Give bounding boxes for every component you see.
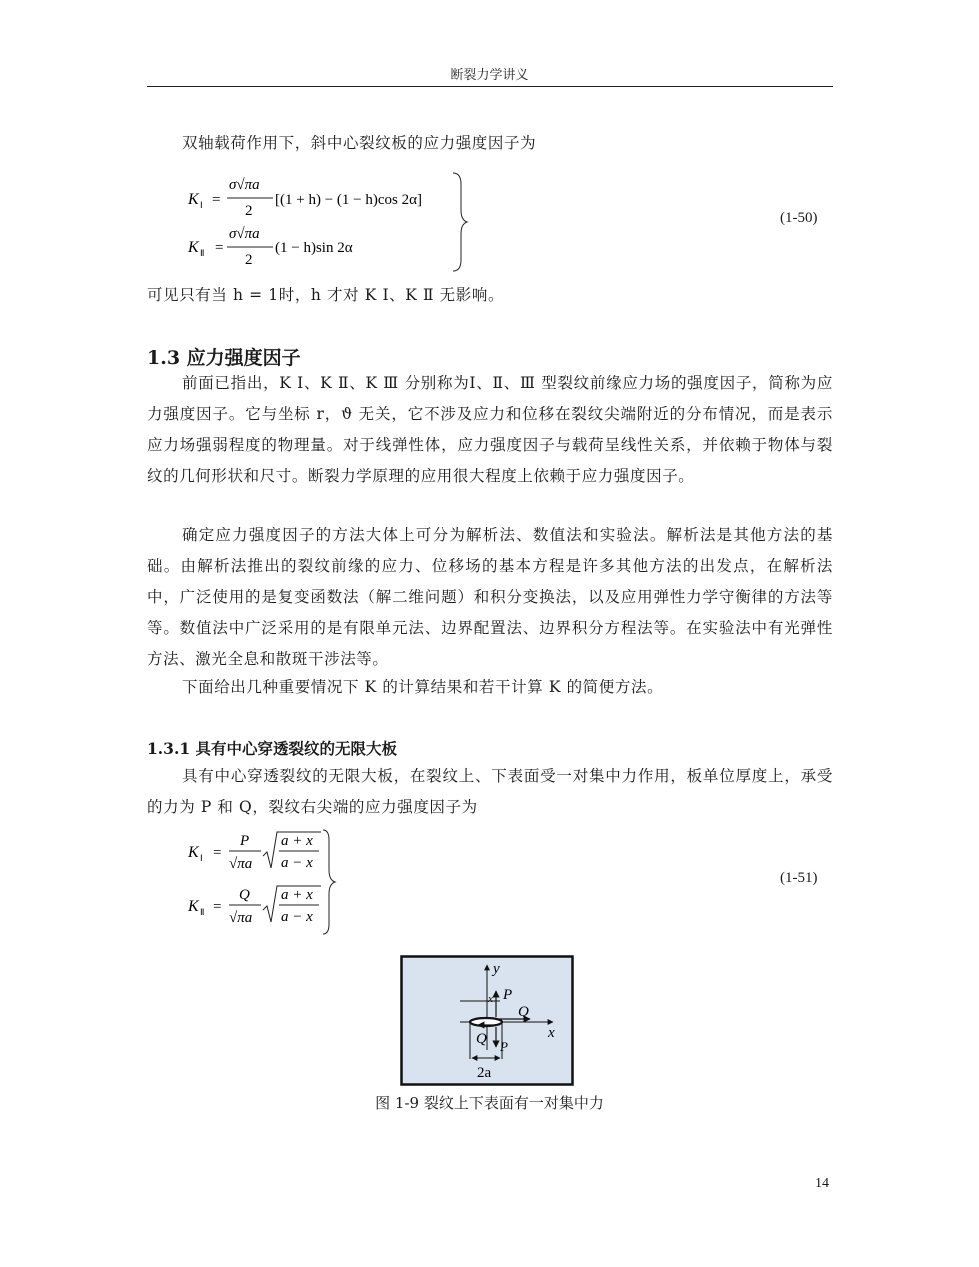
equation-1-50 — [185, 170, 605, 275]
svg-text:=: = — [212, 192, 221, 208]
figure-caption: 图 1-9 裂纹上下表面有一对集中力 — [375, 1094, 604, 1112]
eq51-k2-root-num: a + x — [281, 887, 313, 903]
equation-number-1-50: (1-50) — [780, 210, 818, 226]
note-text: 可见只有当 h = 1时，h 才对 K Ⅰ、K Ⅱ 无影响。 — [147, 286, 505, 304]
section-heading-1-3-1: 1.3.1 具有中心穿透裂纹的无限大板 — [147, 739, 398, 758]
eq51-k2-den: √πa — [229, 910, 253, 926]
eq50-denominator-1: 2 — [245, 203, 253, 219]
eq51-k2-num: Q — [239, 887, 250, 903]
eq50-k2-sub: Ⅱ — [200, 248, 205, 258]
equation-number-1-51: (1-51) — [780, 870, 818, 886]
label-x: x — [548, 1025, 555, 1041]
figure-1-9 — [400, 955, 574, 1086]
svg-text:=: = — [213, 845, 222, 861]
eq50-k2-rhs: (1 − h)sin 2α — [275, 240, 353, 256]
intro-text: 双轴载荷作用下，斜中心裂纹板的应力强度因子为 — [182, 134, 537, 152]
label-p-bottom: P — [500, 1039, 508, 1054]
eq51-k1-sub: Ⅰ — [200, 853, 203, 863]
section-1-3-1-para: 具有中心穿透裂纹的无限大板，在裂纹上、下表面受一对集中力作用，板单位厚度上，承受的力为 P 和 Q，裂纹右尖端的应力强度因子为 — [147, 767, 833, 816]
label-y: y — [493, 961, 500, 977]
running-header: 断裂力学讲义 — [450, 68, 529, 83]
eq50-denominator-2: 2 — [245, 252, 253, 268]
section-1-3-para-3: 下面给出几种重要情况下 K 的计算结果和若干计算 K 的简便方法。 — [182, 678, 664, 696]
eq50-numerator-1: σ√πa — [229, 177, 260, 193]
header-rule — [147, 86, 833, 87]
equation-1-51-svg — [185, 828, 385, 938]
eq51-k1-symbol: K — [188, 844, 199, 861]
right-brace-1-50 — [453, 173, 467, 271]
equation-1-51 — [185, 828, 385, 938]
section-heading-1-3: 1.3 应力强度因子 — [147, 347, 301, 369]
eq50-k1-rhs: [(1 + h) − (1 − h)cos 2α] — [275, 192, 422, 208]
right-brace-1-51 — [323, 830, 335, 934]
equation-1-50-svg — [185, 170, 605, 275]
section-1-3-para-1: 前面已指出，K Ⅰ、K Ⅱ、K Ⅲ 分别称为Ⅰ、Ⅱ、Ⅲ 型裂纹前缘应力场的强度因子，简称为应力强度因子。它与坐标 r，ϑ 无关，它不涉及应力和位移在裂纹尖端附近的分布情况，而是表示应力场强弱程度的物理量。对于线弹性体，应力强度因子与载荷呈线性关系，并依赖于物体与裂纹的几何形状和尺寸。断裂力学原理的应用很大程度上依赖于应力强度因子。 — [147, 374, 833, 485]
page-number: 14 — [815, 1176, 829, 1191]
eq51-k2-symbol: K — [188, 898, 199, 915]
section-1-3-para-2: 确定应力强度因子的方法大体上可分为解析法、数值法和实验法。解析法是其他方法的基础。由解析法推出的裂纹前缘的应力、位移场的基本方程是许多其他方法的出发点，在解析法中，广泛使用的是复变函数法（解二维问题）和积分变换法，以及应用弹性力学守衡律的方法等等。数值法中广泛采用的是有限单元法、边界配置法、边界积分方程法等。在实验法中有光弹性方法、激光全息和散斑干涉法等。 — [147, 526, 833, 668]
eq51-k1-den: √πa — [229, 856, 253, 872]
eq51-k1-num: P — [240, 833, 250, 849]
eq51-k2-sub: Ⅱ — [200, 907, 205, 917]
eq50-k1-symbol: K — [188, 191, 199, 208]
svg-text:=: = — [215, 240, 224, 256]
svg-text:x: x — [488, 993, 493, 1005]
figure-1-9-svg — [400, 955, 574, 1086]
eq50-numerator-2: σ√πa — [229, 226, 260, 242]
eq51-k2-root-den: a − x — [281, 909, 313, 925]
label-2a: 2a — [477, 1065, 492, 1081]
label-q-right: Q — [518, 1004, 529, 1020]
eq51-k1-root-num: a + x — [281, 833, 313, 849]
label-q-left: Q — [476, 1031, 487, 1047]
label-p-top: P — [503, 987, 513, 1003]
eq50-k2-symbol: K — [188, 239, 199, 256]
eq51-k1-root-den: a − x — [281, 855, 313, 871]
svg-text:=: = — [213, 899, 222, 915]
eq50-k1-sub: Ⅰ — [200, 200, 203, 210]
